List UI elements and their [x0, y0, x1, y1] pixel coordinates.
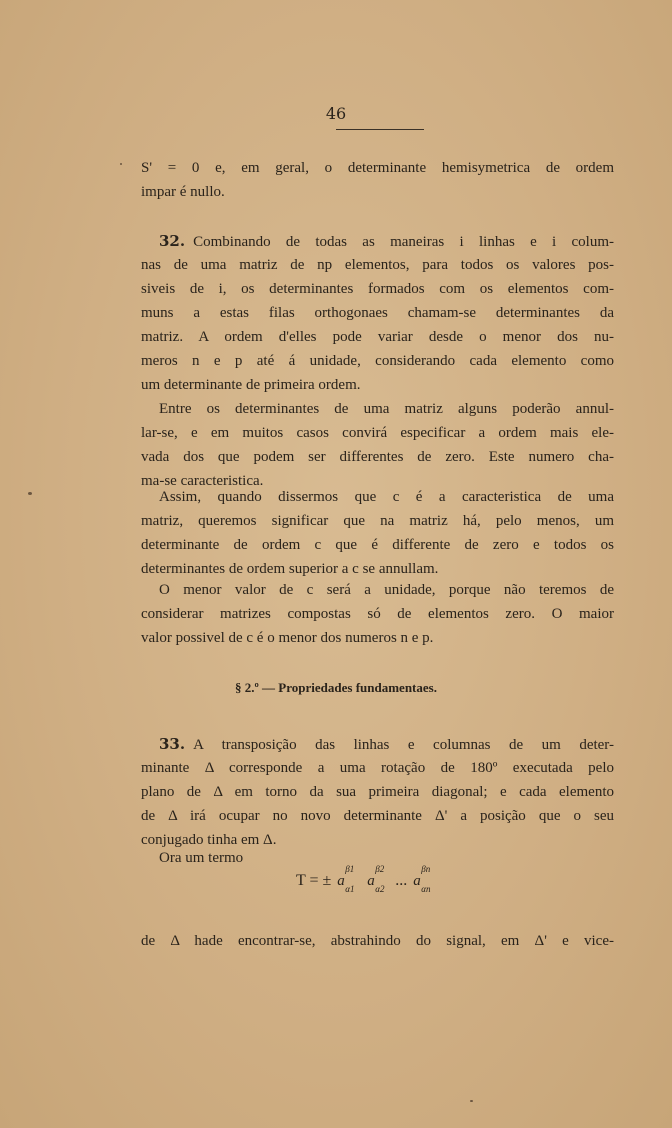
text-line: vada dos que podem ser differentes de zero. Este numero cha- — [141, 449, 614, 465]
formula-superscript: β1 — [345, 864, 355, 874]
formula-term — [296, 864, 437, 894]
text-line: conjugado tinha em Δ. — [141, 832, 277, 848]
formula-superscript: β2 — [375, 864, 385, 874]
formula-base: a — [413, 873, 421, 889]
paragraph-32 — [141, 229, 614, 397]
formula-base: a — [367, 873, 375, 889]
paper-speck — [470, 1100, 473, 1102]
text-line: S' = 0 e, em geral, o determinante hemisymetrica de ordem — [141, 160, 614, 176]
text-line — [141, 229, 614, 253]
text-line: nas de uma matriz de np elementos, para todos os valores pos- — [141, 257, 614, 273]
paper-speck — [120, 163, 122, 165]
paper-speck — [28, 492, 32, 495]
text-line: Ora um termo — [159, 850, 244, 866]
text-line-content: Combinando de todas as maneiras i linhas e i colum- — [193, 234, 614, 250]
formula-element — [367, 864, 385, 894]
text-line — [141, 732, 614, 756]
paragraph-32b — [141, 397, 614, 493]
paragraph-continuation — [141, 156, 614, 204]
page-number: 46 — [325, 104, 347, 123]
paragraph-number: 32. — [159, 232, 186, 250]
text-line: lar-se, e em muitos casos convirá especificar a ordem mais ele- — [141, 425, 614, 441]
formula-subscript: α1 — [345, 884, 355, 894]
text-line: Assim, quando dissermos que c é a caracteristica de uma — [159, 489, 614, 505]
text-line: determinante de ordem c que é differente de zero e todos os — [141, 537, 614, 553]
text-line: matriz. A ordem d'elles pode variar desde o menor dos nu- — [141, 329, 614, 345]
text-line: valor possivel de c é o menor dos numeros n e p. — [141, 630, 434, 646]
formula-base: a — [337, 873, 345, 889]
paragraph-33 — [141, 732, 614, 852]
text-line: siveis de i, os determinantes formados com os elementos com- — [141, 281, 614, 297]
formula-lhs: T = ± — [296, 872, 332, 889]
text-line: meros n e p até á unidade, considerando cada elemento como — [141, 353, 614, 369]
paragraph-32c — [141, 485, 614, 581]
text-line: ma-se caracteristica. — [141, 473, 264, 489]
formula-superscript: βn — [421, 864, 431, 874]
formula-element — [337, 864, 355, 894]
text-line: Entre os determinantes de uma matriz alguns poderão annul- — [159, 401, 614, 417]
text-line: O menor valor de c será a unidade, porque não teremos de — [159, 582, 614, 598]
text-line: muns a estas filas orthogonaes chamam-se determinantes da — [141, 305, 614, 321]
text-line: plano de Δ em torno da sua primeira diagonal; e cada elemento — [141, 784, 614, 800]
section-heading: § 2.º — Propriedades fundamentaes. — [235, 680, 437, 695]
formula-subscript: αn — [421, 884, 431, 894]
text-line: matriz, queremos significar que na matriz há, pelo menos, um — [141, 513, 614, 529]
text-line: considerar matrizes compostas só de elementos zero. O maior — [141, 606, 614, 622]
text-line: de Δ hade encontrar-se, abstrahindo do signal, em Δ' e vice- — [141, 933, 614, 949]
formula-subscript: α2 — [375, 884, 385, 894]
paragraph-number: 33. — [159, 735, 186, 753]
formula-element — [413, 864, 431, 894]
formula-ellipsis: ... — [395, 872, 408, 889]
text-line: de Δ irá ocupar no novo determinante Δ' a posição que o seu — [141, 808, 614, 824]
text-line: um determinante de primeira ordem. — [141, 377, 361, 393]
paragraph-33c — [141, 929, 614, 953]
text-line: impar é nullo. — [141, 184, 225, 200]
paragraph-32d — [141, 578, 614, 650]
text-line: minante Δ corresponde a uma rotação de 180º executada pelo — [141, 760, 614, 776]
header-rule — [336, 129, 424, 130]
text-line-content: A transposição das linhas e columnas de um deter- — [193, 737, 614, 753]
text-line: determinantes de ordem superior a c se annullam. — [141, 561, 439, 577]
